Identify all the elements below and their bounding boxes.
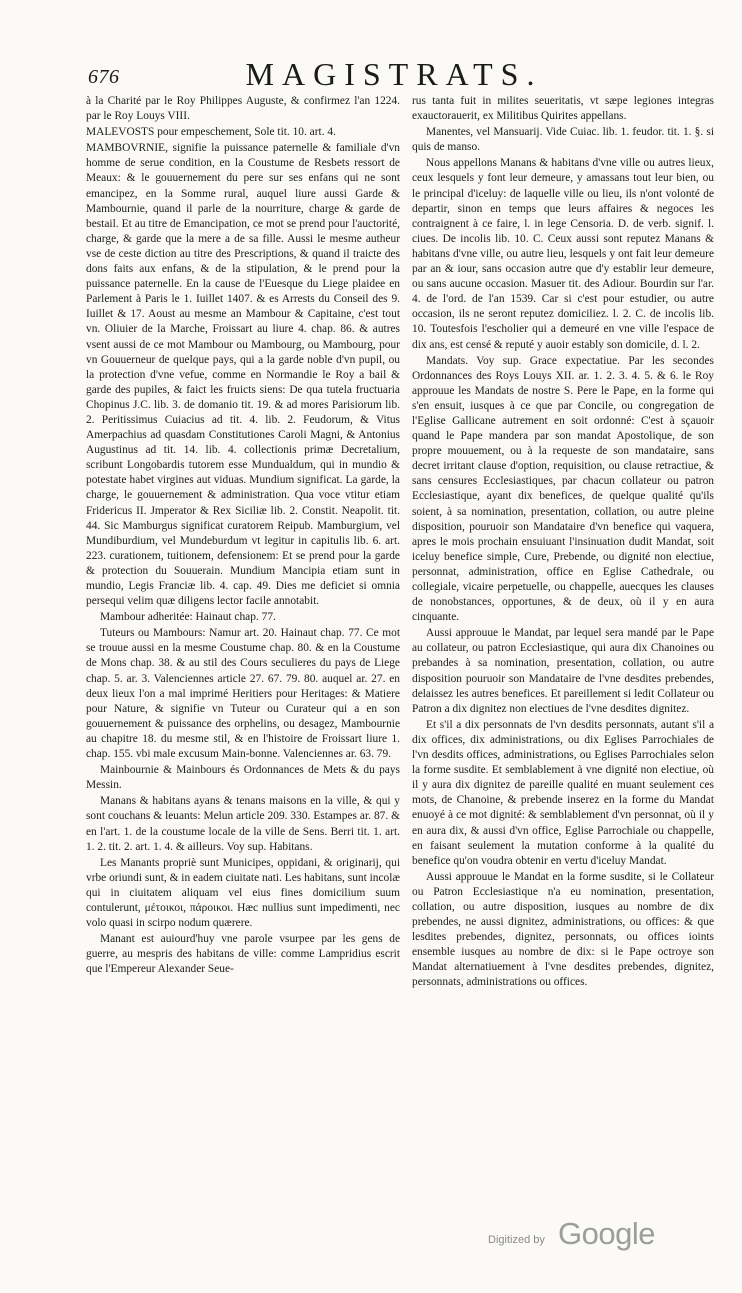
- paragraph: à la Charité par le Roy Philippes Auguste, & confirmez l'an 1224. par le Roy Louys VIII.: [86, 95, 400, 123]
- paragraph: Les Manants propriè sunt Municipes, oppidani, & originarij, qui vrbe oriundi sunt, & in eadem ciuitate nati. Les habitans, sunt incolæ qui in ciuitatem aliquam vel eius fines domicilium suum contulerunt, μέτοικοι, πάροικοι. Hæc nullius sunt impedimenti, nec volo quasi in scirpo nodum quærere.: [86, 856, 400, 930]
- paragraph: Manant est auiourd'huy vne parole vsurpee par les gens de guerre, au mespris des habitans de ville: comme Lampridius escrit que l'Empereur Alexander Seue-: [86, 933, 400, 976]
- google-logo: Google: [558, 1216, 655, 1251]
- right-column: [412, 94, 714, 992]
- entry-manentes: Manentes, vel Mansuarij. Vide Cuiac. lib. 1. feudor. tit. 1. §. si quis de manso.: [412, 126, 714, 154]
- paragraph: rus tanta fuit in milites seueritatis, vt sæpe legiones integras exauctorauerit, ex Militibus Quirites appellans.: [412, 95, 714, 123]
- page-header: [88, 54, 700, 96]
- paragraph: Manans & habitans ayans & tenans maisons en la ville, & qui y sont couchans & leuants: Melun article 209. 330. Estampes ar. 87. & en l'art. 1. de la coustume locale de la ville de Sens. Berri tit. 1. art. 1. 2. tit. 2. art. 1. 4. & ailleurs. Voy sup. Habitans.: [86, 795, 400, 853]
- paragraph: Aussi approuue le Mandat, par lequel sera mandé par le Pape au collateur, ou patron Ecclesiastique, qui aura dix Chanoines ou prebandes à sa nomination, presentation, collation, ou autre disposition pouruoir son Mandataire de l'vne desdites prebendes, delaissez les autres benefices. Et pareillement si ledit Collateur ou Patron a dix dignitez non electiues de l'vne desdites dignitez.: [412, 627, 714, 715]
- watermark-prefix: Digitized by: [488, 1234, 545, 1246]
- paragraph: Mambour adheritée: Hainaut chap. 77.: [100, 611, 276, 624]
- entry-mandats: Mandats. Voy sup. Grace expectatiue. Par les secondes Ordonnances des Roys Louys XII. ar. 1. 2. 3. 4. 5. & 6. le Roy approuue les Mandats de nostre S. Pere le Pape, en la forme qui s'en ensuit, iusques à ce que par Concile, ou congregation de l'Eglise Gallicane autrement en soit ordonné: C'est à sçauoir quand le Pape mandera par son mandat Apostolique, de son propre mouuement, ou à la requeste de son mandataire, sans decret irritant clause d'option, requisition, ou clause retractiue, & sans censures Ecclesiastiques, par chacun collateur ou patron Ecclesiastique, ayant dix benefices, de quelque qualité qu'ils soient, à sa nomination, presentation, collation, ou autre pleine disposition, pouruoir son Mandataire d'vn benefice qui vaquera, apres le mois prochain ensuiuant l'insinuation dudit Mandat, soit iceluy benefice simple, Cure, Prebende, ou dignité non electiue, personnat, administration, office en Eglise Cathedrale, ou collegiale, vicaire perpetuelle, ou chappelle, auecques les clauses de nonobstances, opportunes, & de deux, où il y en aura cinquante.: [412, 354, 714, 624]
- running-head: MAGISTRATS.: [245, 56, 543, 92]
- entry-malevosts: MALEVOSTS pour empeschement, Sole tit. 10. art. 4.: [86, 126, 336, 139]
- paragraph: Tuteurs ou Mambours: Namur art. 20. Hainaut chap. 77. Ce mot se trouue aussi en la mesme Coustume chap. 80. & en la Coustume de Mons chap. 38. & au stil des Cours seculieres du pays de Liege chap. 5. ar. 3. Valenciennes article 27. 67. 79. 80. auquel ar. 27. en deux lieux l'on a mal imprimé Heritiers pour Heritages: & Matiere pour Nature, & signifie vn Tuteur ou Curateur qui a en son gouuernement & puissance des orphelins, ou desagez, Mambournie au chapitre 18. du mesme stil, & en l'histoire de Froissart liure 1. chap. 155. vbi male excusum Main-bonne. Valenciennes ar. 63. 79.: [86, 627, 400, 761]
- paragraph: Mainbournie & Mainbours és Ordonnances de Mets & du pays Messin.: [86, 764, 400, 792]
- paragraph: Et s'il a dix personnats de l'vn desdits personnats, autant s'il a dix offices, dix administrations, ou dix Eglises Parrochiales de l'vn desdits offices, administrations, ou Eglises Parrochiales selon la forme susdite. Et semblablement à vne dignité non electiue, où il y aura dix dignitez de pareille qualité en muant seulement ces mots, de Chanoine, & prebende inserez en la forme du Mandat enuoyé à ce mot dignité: & semblablement d'vn personnat, où il y en aura dix, & aussi d'vn office, Eglise Parrochiale ou chappelle, en faisant seulement la mutation conforme à la qualité du benefice qu'on voudra obtenir en vertu d'iceluy Mandat.: [412, 718, 714, 867]
- page-number: 676: [88, 66, 120, 88]
- entry-mambournie: MAMBOVRNIE, signifie la puissance paternelle & familiale d'vn homme de serue condition, en la Coustume de Resbets ressort de Meaux: & le gouuernement du pere sur ses enfans qui ne sont emancipez, en la Somme rural, auquel liure aussi Garde & Mambournie, quand il parle de la nourriture, charge & garde de bestail. Et au titre de Emancipation, ce mot se prend pour l'auctorité, charge, & garde que la mere a de sa fille. Aussi le mesme autheur vse de ceste diction au titre des Prescriptions, & quand il traicte des dons faits aux enfans, & de la stipulation, & le prend pour la puissance paternelle. En la cause de l'Euesque du Liege plaidee en Parlement à Paris le 1. Iuillet 1407. & es Arrests du Conseil des 9. Iuillet & 17. Aoust au mesme an Mambour & Capitaine, c'est tout vn. Oliuier de la Marche, Froissart au liure 4. chap. 86. & autres vsent aussi de ce mot Mambour ou Mambourg, ou Mambourg, pour vn Gouuerneur de quelque pays, qui a la garde noble d'vn pupil, ou la protection d'vne vefue, comme en Normandie le Roy a bail & garde des pupiles, & faict les fruicts siens: De qua tutela fructuaria Chopinus J.C. lib. 3. de domanio tit. 19. & ad mores Parisiorum lib. 2. Peritissimus Cuiacius ad tit. 4. lib. 2. Feudorum, & Vitus Amerpachius ad quasdam Constitutiones Caroli Magni, & Antonius Augustinus ad tit. 14. lib. 4. collectionis primæ Decretalium, scribunt Longobardis tutorem esse Mundualdum, qui in mundio & potestate habet virgines aut viduas. Mundium significat. La garde, la charge, le gouuernement & administration. Qua voce vtitur etiam Fridericus II. Jmperator & Rex Siciliæ lib. 2. Constit. Neapolit. tit. 44. Sic Mamburgus significat curatorem Reipub. Mamburgium, vel Mundiburdium, vel Mundeburdum vt legitur in capitulis lib. 6. art. 223. curationem, tuitionem, defensionem: Et se prend pour la garde & protection du Souuerain. Mundium Mancipia etiam sunt in mundio, Legis Franciæ lib. 4. cap. 49. Dies me deficiet si omnia persequi velim quæ diligens lector facile annotabit.: [86, 142, 400, 608]
- digitized-by-google-watermark: [488, 1218, 688, 1258]
- paragraph: Aussi approuue le Mandat en la forme susdite, si le Collateur ou Patron Ecclesiastique n'a eu nomination, presentation, collation, ou autre disposition, iusques au nombre de dix prebendes, ne aussi dignitez, administrations, ou offices: & que lesdites prebendes, dignitez, personnats, ou offices ioints ensemble iusques au nombre de dix: si le Pape octroye son Mandat alternatiuement à l'vne desdites prebendes, dignitez, personnats, administrations ou offices.: [412, 870, 714, 989]
- paragraph: Nous appellons Manans & habitans d'vne ville ou autres lieux, ceux lesquels y font leur demeure, y amassans tout leur bien, ou le principal d'iceluy: de laquelle ville ou lieu, ils n'ont volonté de departir, sinon en temps que leurs affaires & negoces les contraignent à ce faire, l. in lege Censoria. D. de verb. signif. l. ciues. De incolis lib. 10. C. Ceux aussi sont reputez Manans & habitans d'vne ville, ou autre lieu, lesquels y ont fait leur demeure par an & iour, sans occasion autre que d'y establir leur demeure, ou sans aucune occasion. Masuer tit. des Adiour. Bourdin sur l'ar. 4. de l'ord. de l'an 1539. Car si c'est pour estudier, ou autre occasion, ils ne seront reputez domiciliez. l. 2. C. de incolis lib. 10. Toutesfois l'escholier qui a demeuré en vne ville l'espace de dix ans, est censé & reputé y auoir estably son domicile, d. l. 2.: [412, 157, 714, 351]
- left-column: [86, 94, 400, 978]
